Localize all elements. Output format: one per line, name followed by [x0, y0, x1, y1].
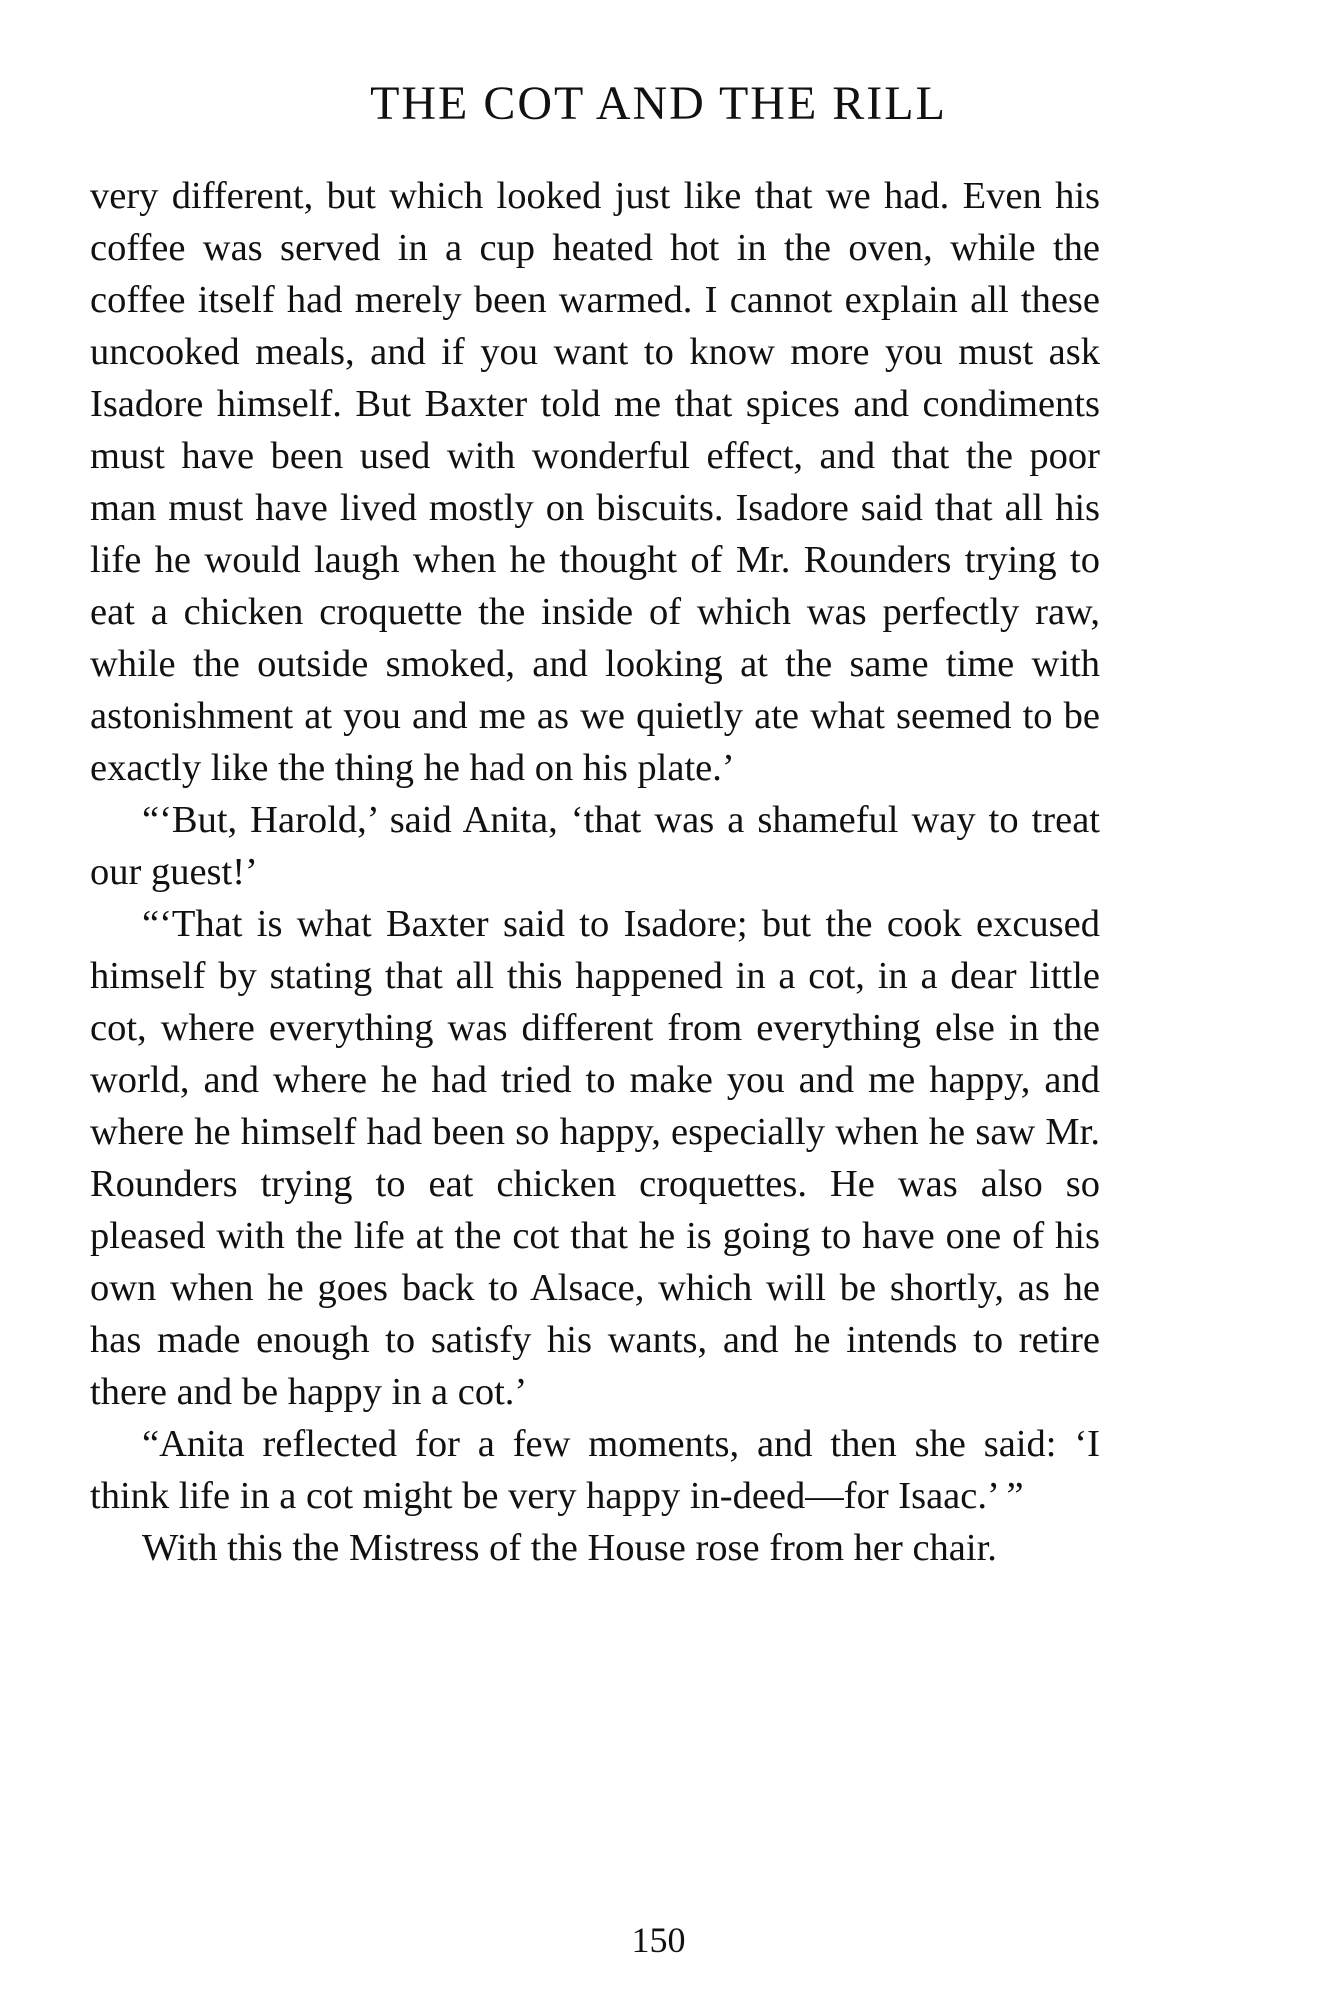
running-head-title: THE COT AND THE RILL: [370, 77, 947, 130]
paragraph-continuation: very different, but which looked just like that we had. Even his coffee was served in a cup heated hot in the oven, while the coffee itself had merely been warmed. I cannot explain all these uncooked meals, and if you want to know more you must ask Isadore himself. But Baxter told me that spices and condiments must have been used with wonderful effect, and that the poor man must have lived mostly on biscuits. Isadore said that all his life he would laugh when he thought of Mr. Rounders trying to eat a chicken croquette the inside of which was perfectly raw, while the outside smoked, and looking at the same time with astonishment at you and me as we quietly ate what seemed to be exactly like the thing he had on his plate.’: [90, 175, 1100, 789]
page-number: 150: [631, 1920, 686, 1960]
paragraph-baxter-isadore: “‘That is what Baxter said to Isadore; but the cook excused himself by stating that all this happened in a cot, in a dear little cot, where everything was different from everything else in the world, and where he had tried to make you and me happy, and where he himself had been so happy, especially when he saw Mr. Rounders trying to eat chicken croquettes. He was also so pleased with the life at the cot that he is going to have one of his own when he goes back to Alsace, which will be shortly, as he has made enough to satisfy his wants, and he intends to retire there and be happy in a cot.’: [90, 903, 1100, 1413]
paragraph-anita-reply: “‘But, Harold,’ said Anita, ‘that was a shameful way to treat our guest!’: [90, 799, 1100, 893]
body-text: [90, 170, 1100, 1574]
paragraph-anita-reflection: “Anita reflected for a few moments, and then she said: ‘I think life in a cot might be very happy in-deed—for Isaac.’ ”: [90, 1423, 1100, 1517]
paragraph-closing: With this the Mistress of the House rose from her chair.: [142, 1527, 997, 1569]
